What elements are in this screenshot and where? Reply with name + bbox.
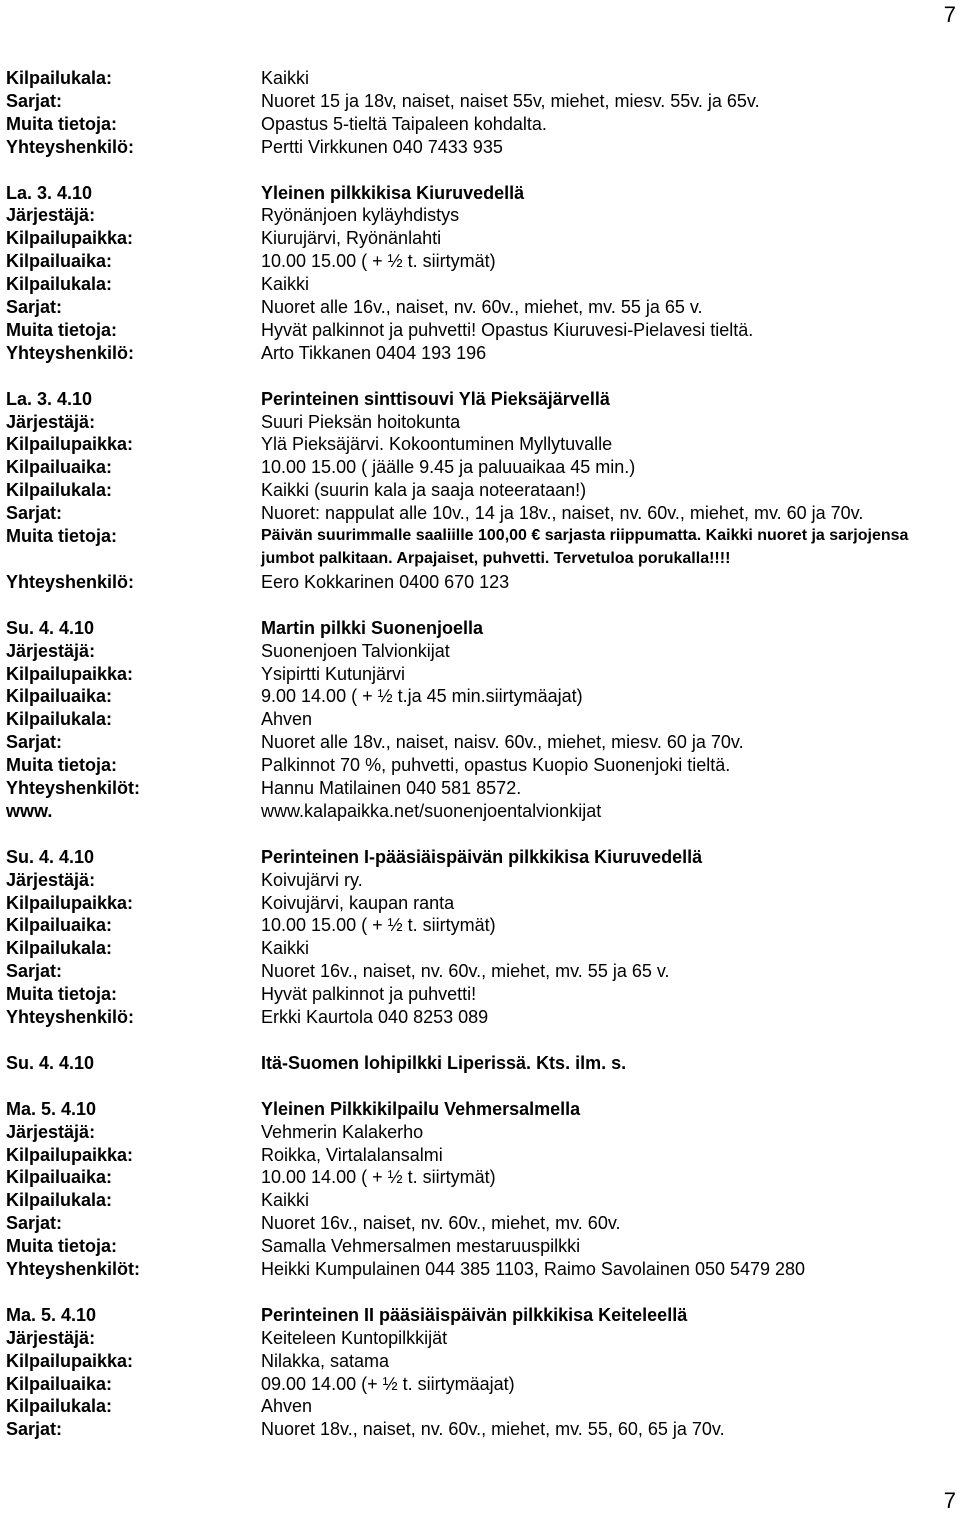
field-label: Su. 4. 4.10 xyxy=(6,846,95,867)
block-spacer xyxy=(6,159,956,182)
field-label: Ma. 5. 4.10 xyxy=(6,1098,97,1119)
field-value: Koivujärvi ry. xyxy=(261,869,363,890)
event-row xyxy=(6,456,956,479)
event-title: Yleinen pilkkikisa Kiuruvedellä xyxy=(261,182,525,203)
field-label: Kilpailuaika: xyxy=(6,1167,113,1188)
event-row xyxy=(6,1327,956,1350)
event-row xyxy=(6,731,956,754)
field-value: Kaikki xyxy=(261,68,310,88)
field-label: Kilpailupaikka: xyxy=(6,1350,134,1371)
field-value: www.kalapaikka.net/suonenjoentalvionkijat xyxy=(261,800,602,821)
event-row xyxy=(6,640,956,663)
field-label: Muita tietoja: xyxy=(6,984,117,1005)
field-label: Sarjat: xyxy=(6,1419,63,1440)
field-value: Ylä Pieksäjärvi. Kokoontuminen Myllytuvalle xyxy=(261,434,613,455)
field-label: Kilpailukala: xyxy=(6,480,113,501)
field-label: Kilpailuaika: xyxy=(6,915,113,936)
field-value: Ahven xyxy=(261,709,313,730)
field-label: Kilpailukala: xyxy=(6,68,113,88)
field-value: Pertti Virkkunen 040 7433 935 xyxy=(261,136,503,157)
field-value: Opastus 5-tieltä Taipaleen kohdalta. xyxy=(261,113,547,134)
event-row xyxy=(6,90,956,113)
field-label: Kilpailupaikka: xyxy=(6,1144,134,1165)
field-value: Nuoret 16v., naiset, nv. 60v., miehet, mv. 55 ja 65 v. xyxy=(261,961,670,982)
field-value: Ryönänjoen kyläyhdistys xyxy=(261,205,460,226)
field-label: Kilpailupaikka: xyxy=(6,892,134,913)
field-value: Kaikki xyxy=(261,274,310,295)
event-row xyxy=(6,1144,956,1167)
event-row xyxy=(6,136,956,159)
field-value: Koivujärvi, kaupan ranta xyxy=(261,892,455,913)
field-label: Järjestäjä: xyxy=(6,205,96,226)
field-label: Kilpailukala: xyxy=(6,274,113,295)
field-label: Ma. 5. 4.10 xyxy=(6,1304,97,1325)
event-title: Yleinen Pilkkikilpailu Vehmersalmella xyxy=(261,1098,581,1119)
field-label: www. xyxy=(6,800,53,821)
event-row xyxy=(6,67,956,90)
field-value: Nilakka, satama xyxy=(261,1350,390,1371)
field-value: Vehmerin Kalakerho xyxy=(261,1121,424,1142)
event-row xyxy=(6,388,956,411)
field-value: Kaikki xyxy=(261,1190,310,1211)
event-row xyxy=(6,892,956,915)
field-label: Muita tietoja: xyxy=(6,526,117,547)
field-value: Suonenjoen Talvionkijat xyxy=(261,640,450,661)
event-row xyxy=(6,846,956,869)
field-value: Ysipirtti Kutunjärvi xyxy=(261,663,406,684)
event-row xyxy=(6,1235,956,1258)
field-value: Heikki Kumpulainen 044 385 1103, Raimo Savolainen 050 5479 280 xyxy=(261,1259,806,1280)
field-label: Kilpailukala: xyxy=(6,1190,113,1211)
event-row xyxy=(6,1418,956,1441)
event-row xyxy=(6,273,956,296)
field-value: Keiteleen Kuntopilkkijät xyxy=(261,1327,448,1348)
event-title: Perinteinen II pääsiäispäivän pilkkikisa Keiteleellä xyxy=(261,1304,688,1325)
field-label: Sarjat: xyxy=(6,297,63,318)
event-row xyxy=(6,227,956,250)
field-value: 10.00 14.00 ( + ½ t. siirtymät) xyxy=(261,1167,496,1188)
field-label: Kilpailukala: xyxy=(6,1396,113,1417)
field-value: Samalla Vehmersalmen mestaruuspilkki xyxy=(261,1236,581,1257)
field-label: Kilpailuaika: xyxy=(6,686,113,707)
field-value: Suuri Pieksän hoitokunta xyxy=(261,411,461,432)
field-label: Järjestäjä: xyxy=(6,1121,96,1142)
field-label: Yhteyshenkilöt: xyxy=(6,778,141,799)
field-label: Järjestäjä: xyxy=(6,411,96,432)
field-label: Yhteyshenkilö: xyxy=(6,1007,135,1028)
field-value: 09.00 14.00 (+ ½ t. siirtymäajat) xyxy=(261,1373,515,1394)
field-value: 10.00 15.00 ( + ½ t. siirtymät) xyxy=(261,915,496,936)
event-block xyxy=(6,846,956,1029)
block-spacer xyxy=(6,823,956,846)
event-row xyxy=(6,1395,956,1418)
event-row xyxy=(6,800,956,823)
field-label: Sarjat: xyxy=(6,1213,63,1234)
event-row xyxy=(6,433,956,456)
event-row xyxy=(6,1304,956,1327)
page-number-bottom: 7 xyxy=(943,1488,956,1513)
event-title: Perinteinen I-pääsiäispäivän pilkkikisa Kiuruvedellä xyxy=(261,846,703,867)
event-row xyxy=(6,617,956,640)
block-spacer xyxy=(6,1281,956,1304)
competition-listing xyxy=(6,67,956,1441)
field-value: Nuoret 15 ja 18v, naiset, naiset 55v, miehet, miesv. 55v. ja 65v. xyxy=(261,90,760,111)
event-row xyxy=(6,571,956,594)
event-row xyxy=(6,1212,956,1235)
field-value: Palkinnot 70 %, puhvetti, opastus Kuopio Suonenjoki tieltä. xyxy=(261,755,731,776)
field-label: Kilpailukala: xyxy=(6,938,113,959)
field-label: Sarjat: xyxy=(6,961,63,982)
field-label: La. 3. 4.10 xyxy=(6,388,93,409)
field-value: Nuoret 16v., naiset, nv. 60v., miehet, mv. 60v. xyxy=(261,1213,621,1234)
event-title: Perinteinen sinttisouvi Ylä Pieksäjärvellä xyxy=(261,388,610,409)
event-row xyxy=(6,525,956,571)
event-row xyxy=(6,1350,956,1373)
event-row xyxy=(6,960,956,983)
field-label: Kilpailuaika: xyxy=(6,1373,113,1394)
event-row xyxy=(6,1373,956,1396)
field-value: Nuoret 18v., naiset, nv. 60v., miehet, mv. 55, 60, 65 ja 70v. xyxy=(261,1419,725,1440)
event-title: Martin pilkki Suonenjoella xyxy=(261,617,484,638)
field-label: Kilpailukala: xyxy=(6,709,113,730)
field-value: Kaikki xyxy=(261,938,310,959)
field-value: Hannu Matilainen 040 581 8572. xyxy=(261,778,522,799)
event-row xyxy=(6,342,956,365)
field-value: Nuoret alle 18v., naiset, naisv. 60v., miehet, miesv. 60 ja 70v. xyxy=(261,732,744,753)
block-spacer xyxy=(6,594,956,617)
field-value: Päivän suurimmalle saaliille 100,00 € sarjasta riippumatta. Kaikki nuoret ja sarjojensa jumbot palkitaan. Arpajaiset, puhvetti. Tervetuloa porukalla!!!! xyxy=(261,527,909,567)
field-value: 10.00 15.00 ( + ½ t. siirtymät) xyxy=(261,251,496,272)
field-label: Su. 4. 4.10 xyxy=(6,1052,95,1073)
event-row xyxy=(6,663,956,686)
field-label: Järjestäjä: xyxy=(6,640,96,661)
event-row xyxy=(6,1121,956,1144)
event-row xyxy=(6,113,956,136)
field-value: Arto Tikkanen 0404 193 196 xyxy=(261,342,487,363)
event-block xyxy=(6,617,956,823)
event-row xyxy=(6,937,956,960)
field-value: Eero Kokkarinen 0400 670 123 xyxy=(261,571,510,592)
event-row xyxy=(6,182,956,205)
field-value: Roikka, Virtalalansalmi xyxy=(261,1144,443,1165)
event-block xyxy=(6,1304,956,1441)
event-row xyxy=(6,983,956,1006)
field-value: Hyvät palkinnot ja puhvetti! Opastus Kiuruvesi-Pielavesi tieltä. xyxy=(261,319,754,340)
event-row xyxy=(6,319,956,342)
field-label: Muita tietoja: xyxy=(6,755,117,776)
event-row xyxy=(6,708,956,731)
page-number-top: 7 xyxy=(943,2,956,27)
event-row xyxy=(6,250,956,273)
field-label: Kilpailupaikka: xyxy=(6,663,134,684)
event-row xyxy=(6,1052,956,1075)
field-value: 10.00 15.00 ( jäälle 9.45 ja paluuaikaa 45 min.) xyxy=(261,457,636,478)
event-row xyxy=(6,754,956,777)
event-row xyxy=(6,1006,956,1029)
field-value: Kaikki (suurin kala ja saaja noteerataan!) xyxy=(261,480,587,501)
field-value: Nuoret: nappulat alle 10v., 14 ja 18v., naiset, nv. 60v., miehet, mv. 60 ja 70v. xyxy=(261,503,864,524)
event-row xyxy=(6,777,956,800)
block-spacer xyxy=(6,1029,956,1052)
field-label: La. 3. 4.10 xyxy=(6,182,93,203)
event-row xyxy=(6,1166,956,1189)
field-label: Kilpailuaika: xyxy=(6,251,113,272)
field-label: Kilpailuaika: xyxy=(6,457,113,478)
field-value: Kiurujärvi, Ryönänlahti xyxy=(261,228,442,249)
event-row xyxy=(6,411,956,434)
event-row xyxy=(6,869,956,892)
field-value: 9.00 14.00 ( + ½ t.ja 45 min.siirtymäajat) xyxy=(261,686,583,707)
event-row xyxy=(6,479,956,502)
event-row xyxy=(6,296,956,319)
event-block xyxy=(6,1098,956,1281)
event-title: Itä-Suomen lohipilkki Liperissä. Kts. ilm. s. xyxy=(261,1052,627,1073)
event-row xyxy=(6,1098,956,1121)
event-row xyxy=(6,1258,956,1281)
field-label: Järjestäjä: xyxy=(6,1327,96,1348)
field-label: Kilpailupaikka: xyxy=(6,228,134,249)
event-row xyxy=(6,502,956,525)
field-label: Yhteyshenkilöt: xyxy=(6,1259,141,1280)
event-row xyxy=(6,1189,956,1212)
field-label: Muita tietoja: xyxy=(6,319,117,340)
event-row xyxy=(6,914,956,937)
event-block xyxy=(6,1052,956,1075)
field-label: Su. 4. 4.10 xyxy=(6,617,95,638)
field-value: Ahven xyxy=(261,1396,313,1417)
event-block-continued xyxy=(6,67,956,159)
field-label: Kilpailupaikka: xyxy=(6,434,134,455)
event-row xyxy=(6,204,956,227)
field-label: Yhteyshenkilö: xyxy=(6,571,135,592)
field-label: Yhteyshenkilö: xyxy=(6,342,135,363)
event-block xyxy=(6,388,956,594)
field-label: Sarjat: xyxy=(6,503,63,524)
event-block xyxy=(6,182,956,365)
field-value: Hyvät palkinnot ja puhvetti! xyxy=(261,984,477,1005)
block-spacer xyxy=(6,1075,956,1098)
field-label: Muita tietoja: xyxy=(6,1236,117,1257)
block-spacer xyxy=(6,365,956,388)
field-value: Nuoret alle 16v., naiset, nv. 60v., miehet, mv. 55 ja 65 v. xyxy=(261,297,703,318)
event-row xyxy=(6,685,956,708)
field-value: Erkki Kaurtola 040 8253 089 xyxy=(261,1007,489,1028)
field-label: Yhteyshenkilö: xyxy=(6,136,135,157)
field-label: Sarjat: xyxy=(6,732,63,753)
field-label: Muita tietoja: xyxy=(6,113,117,134)
field-label: Sarjat: xyxy=(6,90,63,111)
field-label: Järjestäjä: xyxy=(6,869,96,890)
